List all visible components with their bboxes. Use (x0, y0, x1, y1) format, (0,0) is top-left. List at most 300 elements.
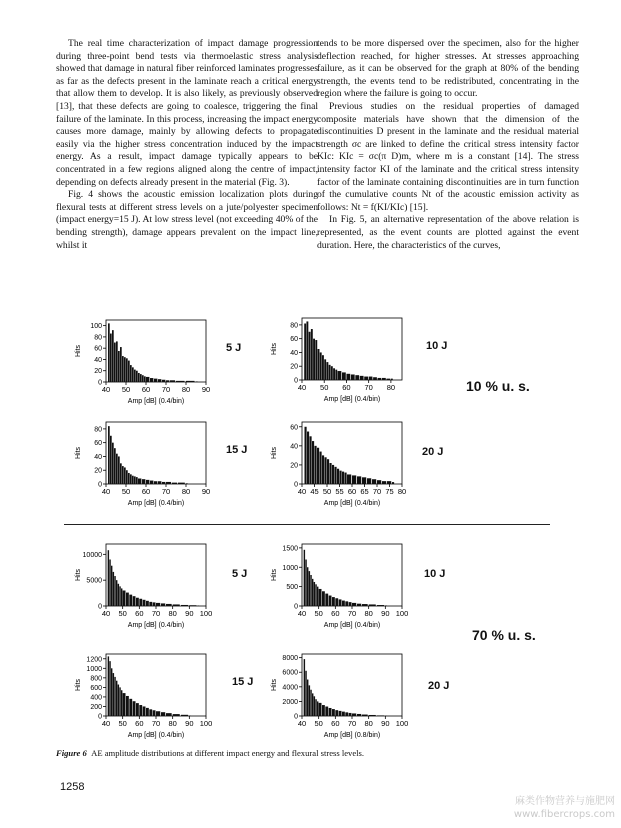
chart-7-xlabel: Amp [dB] (0.8/bin) (323, 732, 381, 739)
left-paragraph-1: The real time characterization of impact damage progression during three-point bend tests via thermoelastic stress analysis showed that damage in natural fiber reinforced laminates progresses as far as the defects present in the laminate reach a critical energy that allow them to develop. It is also likely, as previously observed [13], that these defects are going to coalesce, triggering the final failure of the laminate. In this process, increasing the impact energy causes more damage, mainly by allowing defects to propagate easily via the higher stress concentration induced by the impact energy. As a result, impact damage typically appears to be concentrated in a few regions aligned along the centre of impact, depending on defects already present in the material (Fig. 3). (56, 38, 318, 188)
chart-1-bar (322, 355, 324, 380)
chart-3-bar (335, 467, 337, 484)
energy-label-70us-20J: 20 J (428, 680, 450, 692)
chart-3-bar (325, 457, 327, 484)
chart-7-ytick-label: 2000 (282, 698, 298, 706)
chart-4-xtick-label: 90 (185, 609, 194, 618)
chart-3-bar (387, 481, 391, 484)
chart-7-xtick-label: 60 (331, 719, 340, 728)
chart-1-ytick-label: 60 (290, 336, 298, 344)
chart-panel-70us-15J (75, 650, 213, 739)
chart-3-xtick-label: 80 (397, 487, 407, 496)
chart-1-xlabel: Amp [dB] (0.4/bin) (323, 396, 381, 403)
chart-panel-70us-5J (75, 540, 213, 629)
energy-label-10us-10J: 10 J (426, 340, 448, 352)
chart-3-xtick-label: 50 (322, 487, 332, 496)
chart-2-bar (112, 443, 114, 484)
chart-4-bar (153, 602, 156, 606)
chart-1-bar (351, 374, 355, 380)
chart-0-bar (146, 377, 149, 382)
chart-5-xtick-label: 100 (395, 609, 409, 618)
chart-6-bar (118, 685, 119, 716)
chart-5-bar (314, 582, 315, 606)
chart-5-bar (345, 601, 348, 606)
chart-4-bar (108, 550, 109, 606)
chart-4-xtick-label: 80 (168, 609, 177, 618)
chart-0-xtick-label: 50 (121, 385, 131, 394)
chart-0-xtick-label: 40 (101, 385, 111, 394)
chart-3-xtick-label: 45 (310, 487, 319, 496)
chart-6-xtick-label: 50 (118, 719, 127, 728)
chart-3-bar (362, 477, 366, 484)
chart-2-ylabel: Hits (75, 446, 82, 460)
chart-7-bar (310, 690, 311, 716)
chart-3-xtick-label: 55 (335, 487, 344, 496)
chart-0-bar (186, 381, 195, 382)
chart-5-bar (312, 579, 313, 606)
chart-6-bar (108, 656, 109, 716)
left-text-column (56, 38, 318, 252)
chart-4-bar (181, 605, 188, 606)
chart-6-bar (136, 703, 139, 716)
chart-panel-10us-5J (75, 316, 211, 405)
page-number: 1258 (60, 781, 85, 793)
chart-5-bar (304, 550, 305, 606)
chart-2-bar (138, 478, 141, 484)
chart-2-ytick-label: 80 (94, 426, 102, 434)
energy-label-10us-15J: 15 J (226, 444, 248, 456)
caption-label: Figure 6 (56, 748, 87, 758)
chart-0-xlabel: Amp [dB] (0.4/bin) (127, 398, 185, 405)
chart-0-bar (122, 356, 124, 382)
chart-3-bar (372, 479, 376, 484)
chart-2-xtick-label: 40 (101, 487, 111, 496)
energy-label-10us-20J: 20 J (422, 446, 444, 458)
chart-4-xtick-label: 100 (199, 609, 213, 618)
chart-4-bar (114, 576, 115, 606)
chart-0-bar (158, 379, 161, 382)
chart-2-bar (128, 473, 130, 484)
chart-5-bar (305, 560, 306, 607)
chart-panel-70us-20J (271, 650, 409, 739)
chart-1-bar (391, 379, 393, 380)
chart-0-xtick-label: 80 (181, 385, 191, 394)
chart-4-xtick-label: 60 (135, 609, 144, 618)
chart-7-bar (325, 707, 328, 716)
chart-6-bar (149, 709, 152, 716)
chart-0-ytick-label: 20 (94, 368, 102, 376)
chart-0-bar (162, 380, 165, 382)
chart-3-ytick-label: 0 (294, 481, 298, 489)
chart-7-bar (329, 708, 332, 716)
chart-5-ylabel: Hits (271, 568, 278, 582)
chart-4-bar (189, 605, 196, 606)
chart-7-bar (377, 715, 384, 716)
chart-1-bar (360, 376, 364, 380)
chart-5-bar (385, 605, 386, 606)
chart-6-xtick-label: 60 (135, 719, 144, 728)
chart-4-xlabel: Amp [dB] (0.4/bin) (127, 622, 185, 629)
right-text-column (317, 38, 579, 252)
chart-3-bar (337, 469, 339, 484)
chart-3-bar (310, 436, 312, 484)
chart-0-bar (114, 343, 116, 382)
chart-7-bar (335, 710, 338, 716)
energy-label-10us-5J: 5 J (226, 342, 242, 354)
chart-3-bar (345, 473, 347, 484)
chart-1-ytick-label: 20 (290, 363, 298, 371)
chart-6-bar (119, 687, 120, 716)
chart-6-bar (114, 677, 115, 716)
chart-0-bar (116, 341, 118, 382)
chart-1-bar (333, 368, 335, 380)
chart-3-ytick-label: 20 (290, 462, 298, 470)
chart-1-bar (318, 349, 320, 380)
chart-7-bar (345, 712, 348, 716)
chart-0-bar (118, 351, 120, 382)
chart-1-bar (369, 377, 373, 380)
chart-7-xtick-label: 100 (395, 719, 409, 728)
chart-4-bar (109, 560, 110, 607)
energy-label-70us-5J: 5 J (232, 568, 248, 580)
chart-5-bar (317, 587, 318, 606)
chart-5-bar (322, 591, 325, 606)
chart-2-bar (118, 456, 120, 484)
chart-1-bar (382, 378, 386, 380)
chart-1-bar (338, 371, 342, 380)
chart-6-bar (166, 713, 172, 716)
chart-2-ytick-label: 0 (98, 481, 102, 489)
chart-1-bar (386, 379, 390, 380)
chart-2-bar (158, 481, 161, 484)
chart-2-xtick-label: 70 (161, 487, 171, 496)
chart-6-xtick-label: 90 (185, 719, 194, 728)
chart-5-xlabel: Amp [dB] (0.4/bin) (323, 622, 381, 629)
chart-6-ytick-label: 200 (90, 703, 102, 711)
chart-7-bar (362, 715, 368, 716)
chart-2-ytick-label: 40 (94, 453, 102, 461)
chart-6-bar (181, 715, 188, 716)
chart-5-bar (319, 589, 322, 606)
chart-4-bar (139, 599, 142, 606)
stress-level-label-70: 70 % u. s. (472, 627, 536, 643)
chart-3-xtick-label: 75 (385, 487, 394, 496)
chart-2-bar (132, 476, 134, 484)
chart-6-xtick-label: 70 (151, 719, 161, 728)
chart-7-bar (322, 705, 325, 716)
chart-2-bar (124, 467, 126, 484)
chart-4-bar (166, 604, 172, 606)
chart-4-bar (111, 566, 112, 606)
chart-1-bar (378, 378, 382, 380)
chart-0-bar (112, 330, 114, 382)
chart-3-bar (330, 463, 332, 484)
chart-panel-10us-15J (75, 418, 211, 507)
chart-4-xtick-label: 40 (101, 609, 111, 618)
chart-1-ytick-label: 80 (290, 322, 298, 330)
chart-1-ytick-label: 40 (290, 349, 298, 357)
chart-0-xtick-label: 70 (161, 385, 171, 394)
chart-1-bar (304, 324, 306, 380)
chart-6-bar (143, 706, 146, 716)
chart-6-ylabel: Hits (75, 678, 82, 692)
chart-3-bar (317, 448, 319, 484)
energy-label-70us-15J: 15 J (232, 676, 254, 688)
chart-6-ytick-label: 1200 (86, 656, 102, 664)
chart-2-bar (120, 463, 122, 484)
chart-5-ytick-label: 0 (294, 603, 298, 611)
chart-7-xtick-label: 70 (347, 719, 357, 728)
chart-6-bar (126, 696, 129, 716)
chart-0-ytick-label: 60 (94, 345, 102, 353)
chart-1-bar (364, 377, 368, 380)
chart-1-bar (315, 340, 317, 380)
chart-1-ytick-label: 0 (294, 377, 298, 385)
chart-2-ytick-label: 20 (94, 467, 102, 475)
chart-3-xtick-label: 60 (347, 487, 357, 496)
chart-7-xtick-label: 90 (381, 719, 390, 728)
chart-0-bar (132, 367, 134, 382)
chart-7-bar (342, 712, 345, 716)
chart-4-xtick-label: 70 (151, 609, 161, 618)
chart-6-bar (123, 693, 126, 716)
chart-2-xtick-label: 90 (201, 487, 211, 496)
chart-4-bar (173, 604, 180, 606)
chart-7-bar (307, 680, 308, 716)
chart-0-ytick-label: 0 (98, 379, 102, 387)
chart-5-ytick-label: 500 (286, 584, 298, 592)
chart-0-xtick-label: 90 (201, 385, 211, 394)
chart-6-xtick-label: 100 (199, 719, 213, 728)
chart-5-xtick-label: 40 (297, 609, 307, 618)
energy-label-70us-10J: 10 J (424, 568, 446, 580)
chart-6-xlabel: Amp [dB] (0.4/bin) (127, 732, 185, 739)
chart-3-ytick-label: 40 (290, 443, 298, 451)
chart-1-bar (324, 359, 326, 380)
chart-2-xtick-label: 80 (181, 487, 191, 496)
chart-7-bar (352, 713, 356, 716)
chart-0-xtick-label: 60 (141, 385, 151, 394)
chart-5-xtick-label: 60 (331, 609, 340, 618)
chart-4-ytick-label: 10000 (82, 551, 102, 559)
chart-3-bar (315, 446, 317, 484)
chart-5-bar (310, 575, 311, 606)
chart-2-bar (130, 474, 132, 484)
chart-0-bar (166, 380, 169, 382)
chart-3-ylabel: Hits (271, 446, 278, 460)
chart-3-bar (305, 427, 307, 484)
chart-4-bar (116, 580, 117, 606)
chart-1-xtick-label: 70 (364, 383, 373, 392)
figure-divider (64, 524, 550, 525)
chart-1-bar (335, 370, 337, 380)
chart-2-bar (116, 454, 118, 484)
chart-5-bar (377, 605, 384, 606)
chart-6-ytick-label: 600 (90, 684, 102, 692)
chart-0-bar (138, 373, 140, 382)
chart-4-bar (126, 593, 129, 606)
chart-1-xtick-label: 40 (297, 383, 307, 392)
chart-3-bar (367, 478, 371, 484)
chart-0-bar (144, 376, 146, 382)
chart-4-bar (156, 603, 160, 606)
chart-0-ytick-label: 80 (94, 334, 102, 342)
chart-3-ytick-label: 60 (290, 424, 298, 432)
chart-4-xtick-label: 50 (118, 609, 127, 618)
chart-2-bar (162, 482, 165, 484)
chart-5-bar (349, 602, 352, 606)
chart-7-bar (315, 699, 316, 716)
chart-4-bar (118, 584, 119, 606)
chart-7-bar (332, 709, 335, 716)
chart-2-bar (146, 480, 149, 484)
chart-6-bar (133, 701, 136, 716)
right-paragraph-3: In Fig. 5, an alternative representation of the above relation is represented, as the event counts are plotted against the event duration. Here, the characteristics of the curves, (317, 214, 579, 251)
chart-7-ytick-label: 4000 (282, 684, 298, 692)
chart-7-bar (309, 685, 310, 716)
chart-6-xtick-label: 80 (168, 719, 177, 728)
chart-6-bar (161, 712, 165, 716)
right-paragraph-2: Previous studies on the residual properties of damaged composite materials have shown that the dimension of the discontinuities D present in the laminate and the residual material strength σc are linked to define the critical stress intensity factor KIc: KIc = σc(π D)m, where m is a constant [14]. The stress intensity factor KI of the laminate and the critical stress intensity factor of the laminate containing discontinuities are in turn function of the cumulative counts Nt of the acoustic emission activity as follows: Nt = f(KI/KIc) [15]. (317, 100, 579, 213)
watermark (485, 795, 615, 821)
chart-4-ytick-label: 0 (98, 603, 102, 611)
chart-2-xlabel: Amp [dB] (0.4/bin) (127, 500, 185, 507)
chart-7-bar (357, 714, 361, 716)
chart-4-bar (123, 591, 126, 607)
chart-panel-70us-10J (271, 540, 409, 629)
chart-1-bar (309, 332, 311, 380)
chart-1-bar (306, 321, 308, 380)
chart-7-bar (317, 701, 318, 716)
chart-5-bar (369, 604, 376, 606)
chart-6-bar (109, 661, 110, 716)
chart-2-bar (142, 479, 145, 484)
chart-6-bar (153, 710, 156, 716)
chart-3-bar (332, 465, 334, 484)
chart-6-bar (113, 673, 114, 716)
chart-3-bar (392, 482, 394, 484)
chart-0-bar (120, 347, 122, 382)
chart-4-bar (133, 596, 136, 606)
chart-6-bar (173, 714, 180, 716)
chart-7-xtick-label: 80 (364, 719, 373, 728)
chart-2-bar (178, 483, 185, 484)
chart-6-ytick-label: 0 (98, 713, 102, 721)
chart-5-ytick-label: 1500 (282, 545, 298, 553)
chart-3-bar (307, 432, 309, 484)
chart-6-ytick-label: 800 (90, 675, 102, 683)
chart-0-bar (176, 381, 185, 382)
chart-7-xtick-label: 40 (297, 719, 307, 728)
chart-5-bar (329, 596, 332, 606)
chart-1-bar (342, 372, 346, 380)
chart-6-bar (111, 668, 112, 716)
chart-4-bar (161, 603, 165, 606)
chart-7-ytick-label: 8000 (282, 655, 298, 663)
chart-7-bar (305, 671, 306, 716)
chart-4-bar (143, 600, 146, 606)
chart-2-bar (108, 426, 110, 484)
chart-0-bar (140, 374, 142, 382)
chart-3-bar (382, 481, 386, 484)
chart-1-xtick-label: 80 (386, 383, 396, 392)
chart-4-bar (149, 602, 152, 606)
chart-3-xlabel: Amp [dB] (0.4/bin) (323, 500, 381, 507)
chart-7-bar (314, 696, 315, 716)
right-paragraph-1: tends to be more dispersed over the specimen, also for the higher deflection reached, for higher stresses. At stresses approaching failure, as it can be observed for the graph at 80% of the bending strength, the events tend to be redistributed, concentrating in the region where the failure is going to occur. (317, 38, 579, 100)
chart-0-bar (196, 381, 198, 382)
chart-1-bar (355, 375, 359, 380)
chart-0-ytick-label: 40 (94, 356, 102, 364)
chart-4-bar (119, 586, 120, 606)
chart-4-bar (146, 601, 149, 606)
chart-0-bar (110, 334, 112, 382)
chart-5-xtick-label: 50 (314, 609, 323, 618)
chart-2-ytick-label: 60 (94, 440, 102, 448)
chart-0-bar (124, 357, 126, 382)
chart-4-ytick-label: 5000 (86, 577, 102, 585)
stress-level-label-10: 10 % u. s. (466, 378, 530, 394)
chart-7-bar (339, 711, 342, 716)
chart-7-bar (369, 715, 376, 716)
chart-5-bar (309, 571, 310, 606)
chart-2-bar (134, 476, 136, 484)
chart-7-ytick-label: 0 (294, 713, 298, 721)
chart-0-bar (136, 371, 138, 382)
chart-7-bar (304, 659, 305, 716)
chart-3-bar (327, 459, 329, 484)
chart-1-bar (346, 374, 350, 380)
chart-5-bar (335, 598, 338, 606)
chart-1-xtick-label: 60 (342, 383, 351, 392)
chart-0-bar (128, 361, 130, 382)
chart-3-bar (347, 474, 351, 484)
caption-text: AE amplitude distributions at different impact energy and flexural stress levels. (91, 748, 365, 758)
chart-3-bar (340, 471, 342, 484)
chart-5-ytick-label: 1000 (282, 564, 298, 572)
chart-3-xtick-label: 65 (360, 487, 369, 496)
chart-0-bar (134, 370, 136, 382)
chart-0-bar (108, 323, 110, 382)
chart-0-ytick-label: 100 (90, 323, 102, 331)
chart-3-xtick-label: 70 (372, 487, 382, 496)
chart-5-xtick-label: 80 (364, 609, 373, 618)
chart-7-ytick-label: 6000 (282, 669, 298, 677)
chart-4-bar (121, 588, 122, 606)
chart-3-bar (352, 475, 356, 484)
chart-6-bar (146, 708, 149, 716)
chart-1-bar (313, 339, 315, 380)
chart-2-bar (166, 482, 171, 484)
chart-4-bar (129, 595, 132, 606)
watermark-line-2: www.fibercrops.com (513, 809, 615, 820)
chart-panel-10us-20J (271, 418, 407, 507)
chart-0-ylabel: Hits (75, 344, 82, 358)
chart-7-bar (319, 703, 322, 716)
chart-7-bar (312, 693, 313, 716)
chart-2-bar (114, 448, 116, 484)
chart-4-bar (136, 598, 139, 606)
chart-5-bar (325, 594, 328, 606)
chart-4-ylabel: Hits (75, 568, 82, 582)
chart-2-bar (172, 483, 177, 484)
chart-5-bar (339, 599, 342, 606)
chart-2-xtick-label: 50 (121, 487, 131, 496)
chart-0-bar (154, 379, 157, 382)
chart-5-bar (352, 603, 356, 606)
chart-1-bar (329, 365, 331, 380)
watermark-line-1: 麻类作物营养与施肥网 (515, 796, 615, 807)
